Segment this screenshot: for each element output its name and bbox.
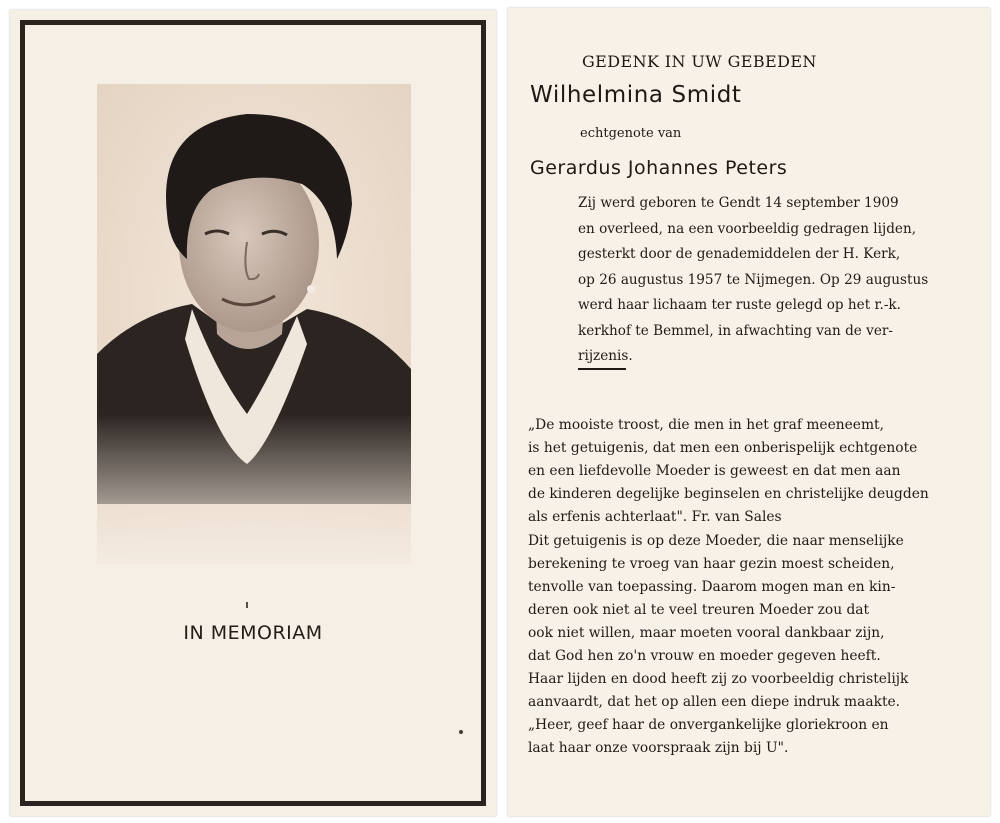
quote-line: is het getuigenis, dat men een onberispelijk echtgenote — [528, 440, 918, 457]
quote-line: laat haar onze voorspraak zijn bij U". — [528, 740, 789, 757]
quote-line: de kinderen degelijke beginselen en christelijke deugden — [528, 486, 929, 503]
portrait-photo — [97, 84, 411, 564]
separator-line — [578, 368, 626, 370]
memorial-card-back — [508, 8, 990, 816]
biography-line: op 26 augustus 1957 te Nijmegen. Op 29 augustus — [578, 271, 929, 288]
small-mark — [246, 602, 248, 608]
biography-line: werd haar lichaam ter ruste gelegd op het r.-k. — [578, 297, 901, 313]
quote-line: berekening te vroeg van haar gezin moest scheiden, — [528, 555, 895, 572]
portrait-image — [97, 84, 411, 564]
quote-line: als erfenis achterlaat". Fr. van Sales — [528, 509, 782, 526]
quote-line: aanvaardt, dat het op allen een diepe indruk maakte. — [528, 694, 901, 711]
quote-line: en een liefdevolle Moeder is geweest en dat men aan — [528, 463, 901, 480]
biography-line: kerkhof te Bemmel, in afwachting van de ver- — [578, 322, 893, 339]
memorial-card-front — [10, 10, 496, 816]
prayer-header: GEDENK IN UW GEBEDEN — [582, 52, 817, 71]
quote-line: dat God hen zo'n vrouw en moeder gegeven heeft. — [528, 648, 881, 664]
biography-line: rijzenis. — [578, 348, 633, 364]
relation-text: echtgenote van — [580, 126, 682, 141]
quote-line: deren ook niet al te veel treuren Moeder zou dat — [528, 601, 870, 618]
ink-dot — [459, 730, 463, 734]
biography-line: gesterkt door de genademiddelen der H. Kerk, — [578, 246, 901, 262]
quote-line: tenvolle van toepassing. Daarom mogen man en kin- — [528, 578, 896, 595]
spouse-name: Gerardus Johannes Peters — [530, 157, 788, 179]
quote-line: Haar lijden en dood heeft zij zo voorbeeldig christelijk — [528, 671, 909, 688]
quote-line: „Heer, geef haar de onvergankelijke gloriekroon en — [528, 717, 889, 734]
deceased-name: Wilhelmina Smidt — [530, 82, 742, 108]
quote-line: ook niet willen, maar moeten vooral dankbaar zijn, — [528, 624, 885, 641]
biography-line: en overleed, na een voorbeeldig gedragen lijden, — [578, 220, 917, 237]
quote-line: Dit getuigenis is op deze Moeder, die naar menselijke — [528, 532, 904, 549]
in-memoriam-caption: IN MEMORIAM — [183, 622, 323, 644]
biography-line: Zij werd geboren te Gendt 14 september 1909 — [578, 195, 899, 211]
quote-line: „De mooiste troost, die men in het graf meeneemt, — [528, 417, 884, 433]
